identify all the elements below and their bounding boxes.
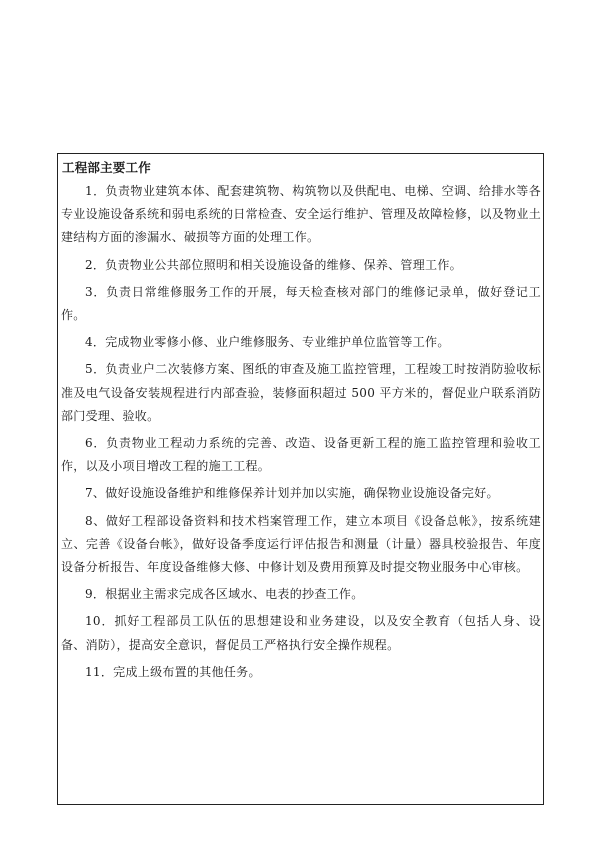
duty-table-cell (57, 153, 544, 805)
section-title: 工程部主要工作 (62, 160, 151, 175)
duty-list (61, 180, 541, 688)
duty-item-7: 7、做好设施设备维护和维修保养计划并加以实施，确保物业设施设备完好。 (85, 486, 499, 501)
duty-item-1: 1．负责物业建筑本体、配套建筑物、构筑物以及供配电、电梯、空调、给排水等各专业设施设备系统和弱电系统的日常检查、安全运行维护、管理及故障检修，以及物业土建结构方面的渗漏水、破损等方面的处理工作。 (61, 184, 541, 245)
duty-item-10: 10．抓好工程部员工队伍的思想建设和业务建设，以及安全教育（包括人身、设备、消防），提高安全意识，督促员工严格执行安全操作规程。 (61, 614, 541, 652)
duty-item-6: 6．负责物业工程动力系统的完善、改造、设备更新工程的施工监控管理和验收工作，以及小项目增改工程的施工工程。 (61, 436, 541, 474)
duty-item-9: 9．根据业主需求完成各区域水、电表的抄查工作。 (85, 587, 364, 602)
duty-item-5: 5．负责业户二次装修方案、图纸的审查及施工监控管理，工程竣工时按消防验收标准及电气设备安装规程进行内部查验，装修面积超过 500 平方米的，督促业户联系消防部门受理、验收。 (61, 362, 541, 423)
duty-item-4: 4．完成物业零修小修、业户维修服务、专业维护单位监管等工作。 (85, 335, 450, 350)
duty-item-8: 8、做好工程部设备资料和技术档案管理工作，建立本项目《设备总帐》，按系统建立、完善《设备台帐》，做好设备季度运行评估报告和测量（计量）器具校验报告、年度设备分析报告、年度设备维修大修、中修计划及费用预算及时提交物业服务中心审核。 (61, 513, 541, 575)
duty-item-2: 2．负责物业公共部位照明和相关设施设备的维修、保养、管理工作。 (85, 257, 462, 272)
duty-item-11: 11．完成上级布置的其他任务。 (85, 664, 261, 679)
duty-item-3: 3．负责日常维修服务工作的开展，每天检查核对部门的维修记录单，做好登记工作。 (61, 284, 541, 323)
